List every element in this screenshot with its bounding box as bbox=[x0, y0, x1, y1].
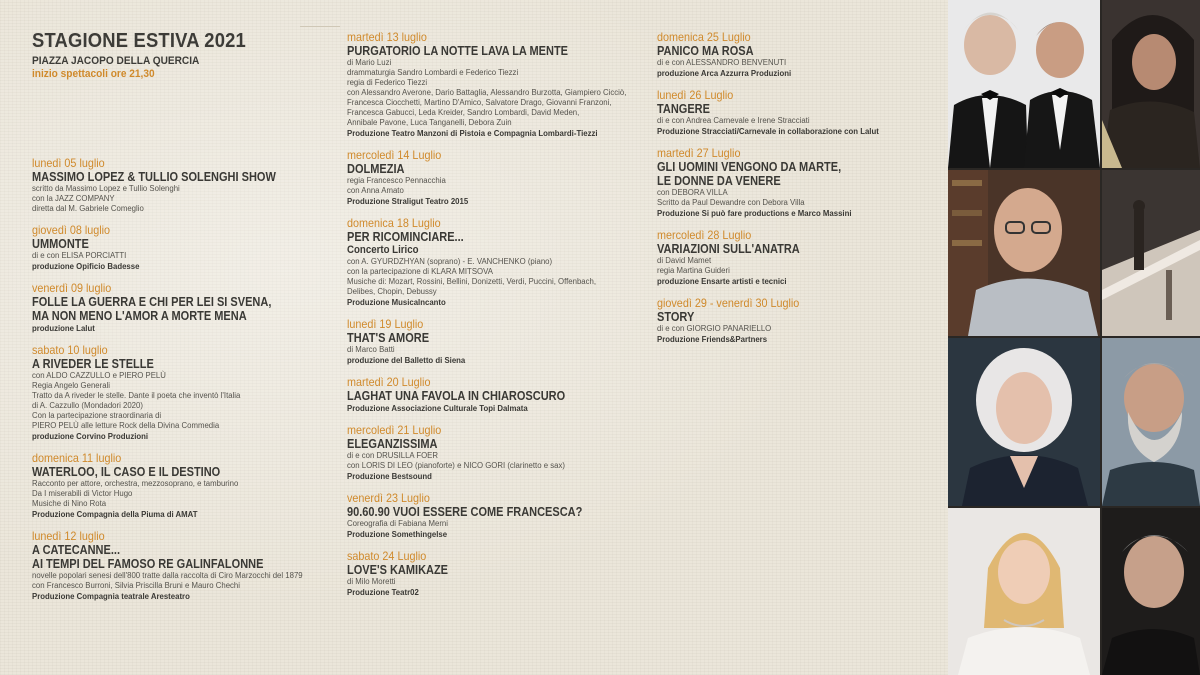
event-title: PANICO MA ROSA bbox=[657, 44, 754, 58]
event-entry bbox=[347, 216, 637, 308]
event-date: sabato 10 luglio bbox=[32, 343, 108, 357]
event-title: TANGERE bbox=[657, 102, 710, 116]
event-title: LE DONNE DA VENERE bbox=[657, 174, 781, 188]
event-credit-line: Tratto da A riveder le stelle. Dante il poeta che inventò l'Italia bbox=[32, 391, 241, 400]
photo-drusilla-foer bbox=[948, 338, 1100, 506]
event-production: Produzione Friends&Partners bbox=[657, 335, 768, 344]
event-date: martedì 13 luglio bbox=[347, 30, 427, 44]
event-date: giovedì 29 - venerdì 30 Luglio bbox=[657, 296, 800, 310]
event-title: ELEGANZISSIMA bbox=[347, 437, 438, 451]
event-entry bbox=[347, 317, 637, 366]
event-credit-line: con ALDO CAZZULLO e PIERO PELÙ bbox=[32, 371, 166, 380]
event-entry bbox=[657, 146, 937, 219]
event-credit-line: di e con Andrea Carnevale e Irene Stracciati bbox=[657, 116, 810, 125]
event-date: domenica 18 Luglio bbox=[347, 216, 441, 230]
event-entry bbox=[32, 451, 322, 520]
event-date: venerdì 23 Luglio bbox=[347, 491, 430, 505]
event-title: VARIAZIONI SULL'ANATRA bbox=[657, 242, 800, 256]
venue-name: PIAZZA JACOPO DELLA QUERCIA bbox=[32, 55, 200, 67]
event-production: Produzione Somethingelse bbox=[347, 530, 448, 539]
event-credit-line: Regia Angelo Generali bbox=[32, 381, 111, 390]
event-credit-line: Annibale Pavone, Luca Tanganelli, Debora Zuin bbox=[347, 118, 512, 127]
event-date: venerdì 09 luglio bbox=[32, 281, 112, 295]
photo-dancer-stage bbox=[1102, 170, 1200, 336]
event-credit-line: Musiche di: Mozart, Rossini, Bellini, Donizetti, Verdi, Puccini, Offenbach, bbox=[347, 277, 597, 286]
event-credit-line: con A. GYURDZHYAN (soprano) - E. VANCHENKO (piano) bbox=[347, 257, 553, 266]
event-title: STORY bbox=[657, 310, 695, 324]
event-credit-line: regia Francesco Pennacchia bbox=[347, 176, 446, 185]
event-credit-line: novelle popolari senesi dell'800 tratte dalla raccolta di Ciro Marzocchi del 1879 bbox=[32, 571, 303, 580]
events-column-3 bbox=[657, 30, 937, 354]
event-entry bbox=[347, 549, 637, 598]
event-credit-line: di e con DRUSILLA FOER bbox=[347, 451, 439, 460]
event-entry bbox=[347, 30, 637, 139]
event-title: UMMONTE bbox=[32, 237, 89, 251]
event-entry bbox=[32, 156, 322, 214]
event-credit-line: di Mario Luzi bbox=[347, 58, 392, 67]
event-date: domenica 11 luglio bbox=[32, 451, 122, 465]
event-entry bbox=[32, 529, 322, 602]
event-title: A RIVEDER LE STELLE bbox=[32, 357, 154, 371]
event-title: PURGATORIO LA NOTTE LAVA LA MENTE bbox=[347, 44, 569, 58]
event-credit-line: con Alessandro Averone, Dario Battaglia, Alessandro Burzotta, Giampiero Cicciò, bbox=[347, 88, 627, 97]
event-credit-line: PIERO PELÙ alle letture Rock della Divina Commedia bbox=[32, 421, 220, 430]
event-entry bbox=[32, 343, 322, 442]
event-credit-line: Delibes, Chopin, Debussy bbox=[347, 287, 437, 296]
event-title: WATERLOO, IL CASO E IL DESTINO bbox=[32, 465, 221, 479]
event-production: Produzione Stracciati/Carnevale in collaborazione con Lalut bbox=[657, 127, 879, 136]
events-column-1 bbox=[32, 156, 322, 611]
event-title: MA NON MENO L'AMOR A MORTE MENA bbox=[32, 309, 247, 323]
decorative-rule bbox=[300, 26, 340, 27]
event-date: lunedì 26 Luglio bbox=[657, 88, 734, 102]
event-title: AI TEMPI DEL FAMOSO RE GALINFALONNE bbox=[32, 557, 264, 571]
event-credit-line: con Francesco Burroni, Silvia Priscilla Bruni e Mauro Chechi bbox=[32, 581, 240, 590]
event-date: lunedì 19 Luglio bbox=[347, 317, 424, 331]
event-date: lunedì 12 luglio bbox=[32, 529, 105, 543]
photo-lopez-solenghi bbox=[948, 0, 1100, 168]
events-column-2 bbox=[347, 30, 637, 607]
season-header bbox=[32, 30, 322, 80]
event-production: produzione Ensarte artisti e tecnici bbox=[657, 277, 787, 286]
event-entry bbox=[657, 296, 937, 345]
event-title: A CATECANNE... bbox=[32, 543, 120, 557]
event-title: THAT'S AMORE bbox=[347, 331, 430, 345]
event-credit-line: Francesca Ciocchetti, Martino D'Amico, Salvatore Drago, Giovanni Franzoni, bbox=[347, 98, 612, 107]
event-credit-line: di Marco Batti bbox=[347, 345, 395, 354]
event-date: mercoledì 14 Luglio bbox=[347, 148, 442, 162]
event-date: mercoledì 21 Luglio bbox=[347, 423, 442, 437]
event-production: Produzione Si può fare productions e Marco Massini bbox=[657, 209, 852, 218]
event-entry bbox=[347, 148, 637, 207]
event-credit-line: drammaturgia Sandro Lombardi e Federico Tiezzi bbox=[347, 68, 519, 77]
event-credit-line: regia Martina Guideri bbox=[657, 266, 730, 275]
event-title: FOLLE LA GUERRA E CHI PER LEI SI SVENA, bbox=[32, 295, 272, 309]
event-title: PER RICOMINCIARE... bbox=[347, 230, 464, 244]
event-credit-line: di David Mamet bbox=[657, 256, 712, 265]
event-credit-line: Racconto per attore, orchestra, mezzosoprano, e tamburino bbox=[32, 479, 239, 488]
show-start-time: inizio spettacoli ore 21,30 bbox=[32, 68, 155, 80]
event-title: LAGHAT UNA FAVOLA IN CHIAROSCURO bbox=[347, 389, 566, 403]
event-entry bbox=[657, 30, 937, 79]
event-title: LOVE'S KAMIKAZE bbox=[347, 563, 449, 577]
event-entry bbox=[32, 223, 322, 272]
event-entry bbox=[347, 423, 637, 482]
event-production: Produzione Associazione Culturale Topi Dalmata bbox=[347, 404, 528, 413]
event-credit-line: di A. Cazzullo (Mondadori 2020) bbox=[32, 401, 143, 410]
event-credit-line: Coreografia di Fabiana Merni bbox=[347, 519, 448, 528]
event-credit-line: di e con ELISA PORCIATTI bbox=[32, 251, 127, 260]
event-production: produzione Lalut bbox=[32, 324, 95, 333]
photo-bald-man-glasses bbox=[948, 170, 1100, 336]
event-production: Produzione Compagnia teatrale Aresteatro bbox=[32, 592, 190, 601]
event-production: Produzione Musicalncanto bbox=[347, 298, 446, 307]
event-credit-line: regia di Federico Tiezzi bbox=[347, 78, 428, 87]
event-credit-line: con la JAZZ COMPANY bbox=[32, 194, 115, 203]
season-title: STAGIONE ESTIVA 2021 bbox=[32, 30, 246, 52]
event-credit-line: Musiche di Nino Rota bbox=[32, 499, 107, 508]
event-date: domenica 25 Luglio bbox=[657, 30, 751, 44]
event-entry bbox=[657, 88, 937, 137]
event-date: martedì 20 Luglio bbox=[347, 375, 431, 389]
event-date: giovedì 08 luglio bbox=[32, 223, 111, 237]
event-credit-line: Scritto da Paul Dewandre con Debora Villa bbox=[657, 198, 805, 207]
event-production: produzione Opificio Badesse bbox=[32, 262, 140, 271]
event-title: DOLMEZIA bbox=[347, 162, 405, 176]
event-credit-line: Francesca Gabucci, Leda Kreider, Sandro Lombardi, David Meden, bbox=[347, 108, 580, 117]
event-credit-line: con DEBORA VILLA bbox=[657, 188, 728, 197]
photo-bearded-man bbox=[1102, 338, 1200, 506]
event-credit-line: di Milo Moretti bbox=[347, 577, 396, 586]
event-credit-line: diretta dal M. Gabriele Comeglio bbox=[32, 204, 144, 213]
photo-piero-pelu bbox=[1102, 0, 1200, 168]
event-credit-line: scritto da Massimo Lopez e Tullio Solenghi bbox=[32, 184, 180, 193]
event-entry bbox=[32, 281, 322, 334]
event-title: MASSIMO LOPEZ & TULLIO SOLENGHI SHOW bbox=[32, 170, 276, 184]
event-date: sabato 24 Luglio bbox=[347, 549, 427, 563]
event-production: Produzione Bestsound bbox=[347, 472, 432, 481]
event-credit-line: con LORIS DI LEO (pianoforte) e NICO GORI (clarinetto e sax) bbox=[347, 461, 565, 470]
photo-panariello bbox=[1102, 508, 1200, 675]
event-production: Produzione Teatro Manzoni di Pistoia e Compagnia Lombardi-Tiezzi bbox=[347, 129, 598, 138]
event-credit-line: di e con GIORGIO PANARIELLO bbox=[657, 324, 772, 333]
event-production: Produzione Straligut Teatro 2015 bbox=[347, 197, 469, 206]
event-credit-line: Con la partecipazione straordinaria di bbox=[32, 411, 162, 420]
event-date: mercoledì 28 Luglio bbox=[657, 228, 752, 242]
event-production: produzione del Balletto di Siena bbox=[347, 356, 466, 365]
event-credit-line: con la partecipazione di KLARA MITSOVA bbox=[347, 267, 493, 276]
event-title: 90.60.90 VUOI ESSERE COME FRANCESCA? bbox=[347, 505, 583, 519]
event-entry bbox=[347, 375, 637, 414]
event-entry bbox=[347, 491, 637, 540]
event-production: Produzione Compagnia della Piuma di AMAT bbox=[32, 510, 198, 519]
photo-blonde-woman bbox=[948, 508, 1100, 675]
event-credit-line: con Anna Amato bbox=[347, 186, 404, 195]
event-title: GLI UOMINI VENGONO DA MARTE, bbox=[657, 160, 842, 174]
event-date: lunedì 05 luglio bbox=[32, 156, 105, 170]
event-entry bbox=[657, 228, 937, 287]
event-date: martedì 27 Luglio bbox=[657, 146, 741, 160]
event-production: Produzione Teatr02 bbox=[347, 588, 419, 597]
event-production: produzione Corvino Produzioni bbox=[32, 432, 149, 441]
event-subtitle: Concerto Lirico bbox=[347, 244, 419, 256]
event-production: produzione Arca Azzurra Produzioni bbox=[657, 69, 792, 78]
event-credit-line: di e con ALESSANDRO BENVENUTI bbox=[657, 58, 787, 67]
event-credit-line: Da I miserabili di Victor Hugo bbox=[32, 489, 133, 498]
artist-photo-strip bbox=[948, 0, 1200, 675]
